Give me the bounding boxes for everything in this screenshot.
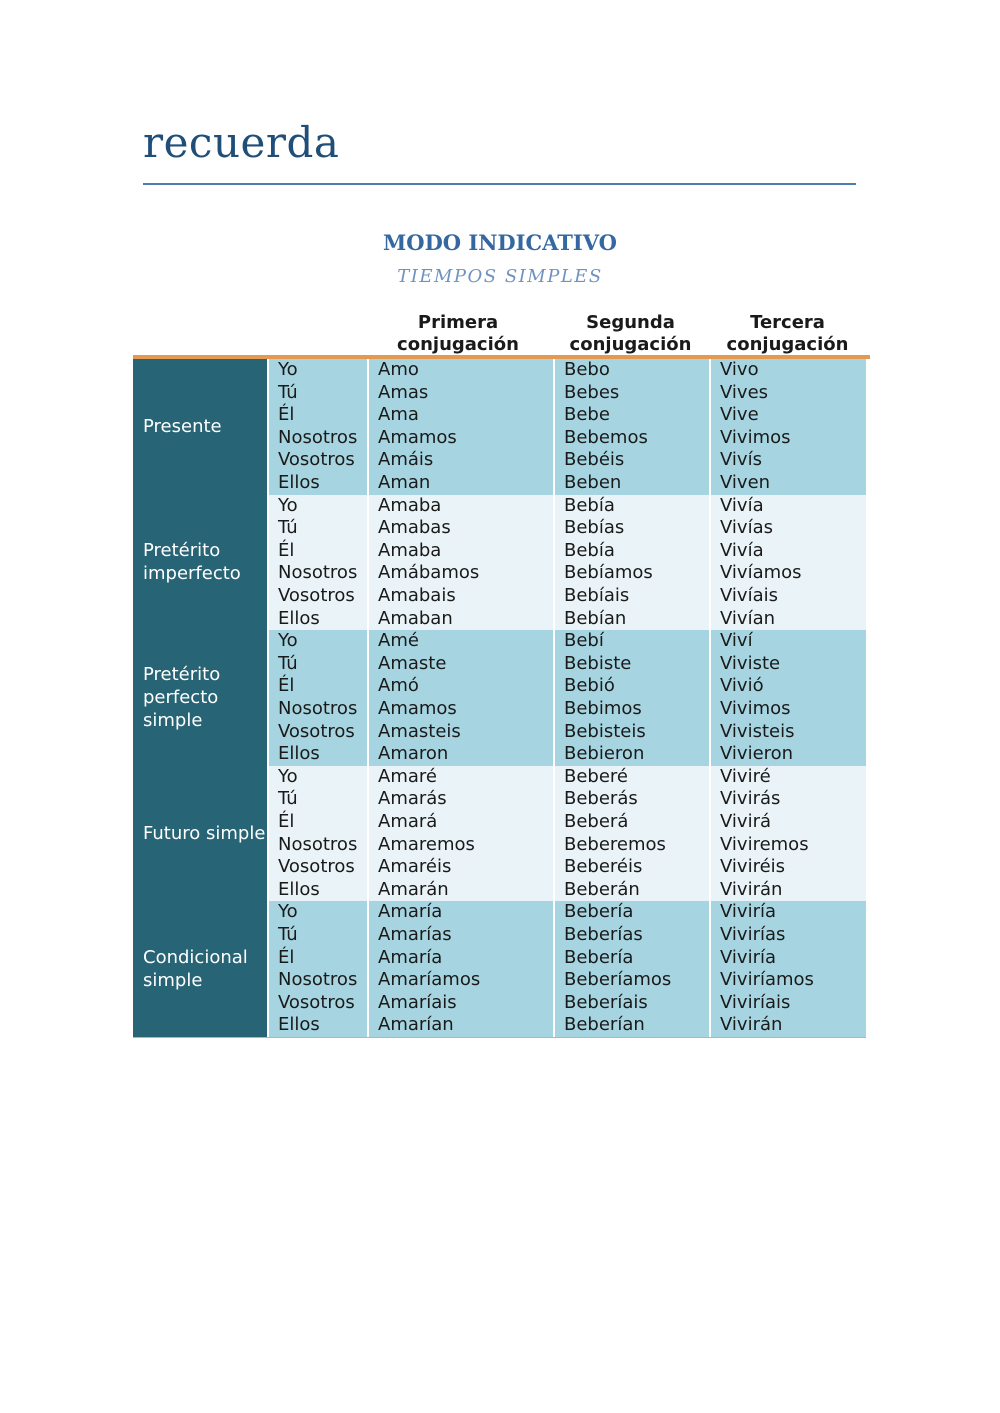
pronoun: Nosotros xyxy=(278,426,358,448)
verb-form: Vivía xyxy=(720,494,764,516)
pronoun: Vosotros xyxy=(278,449,355,471)
verb-form: Vivimos xyxy=(720,426,791,448)
conjugation-tercera-cell xyxy=(709,495,866,631)
verb-form: Amaste xyxy=(378,652,447,674)
pronoun: Vosotros xyxy=(278,856,355,878)
conjugation-primera-cell xyxy=(367,766,553,902)
verb-form: Vivirán xyxy=(720,1014,783,1036)
verb-form: Vivíamos xyxy=(720,562,802,584)
verb-form: Vivís xyxy=(720,449,762,471)
tense-row-group xyxy=(133,901,866,1037)
verb-form: Beberá xyxy=(564,810,629,832)
conjugation-primera-cell xyxy=(367,359,553,495)
section-subheading: TIEMPOS SIMPLES xyxy=(397,266,603,287)
pronoun: Yo xyxy=(278,494,298,516)
verb-form: Amarían xyxy=(378,1014,454,1036)
verb-form: Vivirás xyxy=(720,788,781,810)
verb-form: Viviría xyxy=(720,946,777,968)
verb-form: Aman xyxy=(378,471,431,493)
pronoun: Nosotros xyxy=(278,833,358,855)
tense-label: Futuro simple xyxy=(133,766,267,902)
verb-form: Beberemos xyxy=(564,833,666,855)
verb-form: Amaríais xyxy=(378,991,457,1013)
conjugation-tercera-cell xyxy=(709,766,866,902)
title-divider xyxy=(143,183,856,185)
verb-form: Bebió xyxy=(564,675,615,697)
verb-form: Beberéis xyxy=(564,856,643,878)
pronoun: Ellos xyxy=(278,607,320,629)
verb-form: Amaría xyxy=(378,901,443,923)
verb-form: Bebían xyxy=(564,607,627,629)
table-bottom-border xyxy=(133,1037,866,1038)
conjugation-segunda-cell xyxy=(553,901,709,1037)
verb-form: Vivirán xyxy=(720,878,783,900)
conjugation-segunda-cell xyxy=(553,630,709,766)
verb-form: Ama xyxy=(378,404,419,426)
tense-label: Condicional simple xyxy=(133,901,267,1037)
column-header-segunda: Segunda conjugación xyxy=(569,312,692,355)
pronoun: Tú xyxy=(278,788,298,810)
verb-form: Amó xyxy=(378,675,419,697)
verb-form: Amaban xyxy=(378,607,453,629)
pronoun: Nosotros xyxy=(278,697,358,719)
verb-form: Viven xyxy=(720,471,771,493)
verb-form: Amasteis xyxy=(378,720,461,742)
verb-form: Amaréis xyxy=(378,856,452,878)
verb-form: Vivió xyxy=(720,675,764,697)
verb-form: Amarán xyxy=(378,878,449,900)
conjugation-tercera-cell xyxy=(709,630,866,766)
pronoun: Nosotros xyxy=(278,562,358,584)
section-heading: MODO INDICATIVO xyxy=(383,230,617,255)
verb-form: Viví xyxy=(720,630,753,652)
verb-form: Beberé xyxy=(564,765,629,787)
column-header-primera: Primera conjugación xyxy=(397,312,519,355)
verb-form: Beberíais xyxy=(564,991,648,1013)
pronoun: Ellos xyxy=(278,743,320,765)
verb-form: Vivo xyxy=(720,359,759,380)
conjugation-segunda-cell xyxy=(553,359,709,495)
tense-label: Pretérito perfecto simple xyxy=(133,630,267,766)
verb-form: Amé xyxy=(378,630,419,652)
pronoun: Tú xyxy=(278,652,298,674)
verb-form: Bebiste xyxy=(564,652,632,674)
verb-form: Amaron xyxy=(378,743,449,765)
verb-form: Bebo xyxy=(564,359,610,380)
verb-form: Bebéis xyxy=(564,449,625,471)
pronoun: Tú xyxy=(278,517,298,539)
tense-row-group xyxy=(133,630,866,766)
pronoun-column-cell xyxy=(267,359,367,495)
verb-form: Amabas xyxy=(378,517,451,539)
verb-form: Bebías xyxy=(564,517,625,539)
page-title: recuerda xyxy=(143,118,340,167)
conjugation-segunda-cell xyxy=(553,766,709,902)
pronoun: Nosotros xyxy=(278,969,358,991)
conjugation-tercera-cell xyxy=(709,359,866,495)
verb-form: Viviríais xyxy=(720,991,791,1013)
pronoun: Ellos xyxy=(278,471,320,493)
verb-form: Amabais xyxy=(378,584,456,606)
tense-row-group xyxy=(133,495,866,631)
verb-form: Vivía xyxy=(720,539,764,561)
verb-form: Bebemos xyxy=(564,426,648,448)
verb-form: Viviste xyxy=(720,652,781,674)
verb-form: Bebes xyxy=(564,381,620,403)
pronoun: Él xyxy=(278,404,295,426)
pronoun: Ellos xyxy=(278,878,320,900)
verb-form: Vivisteis xyxy=(720,720,795,742)
verb-form: Bebería xyxy=(564,901,634,923)
pronoun: Vosotros xyxy=(278,991,355,1013)
verb-form: Bebíais xyxy=(564,584,630,606)
verb-form: Amáis xyxy=(378,449,434,471)
verb-form: Vivíais xyxy=(720,584,778,606)
verb-form: Bebería xyxy=(564,946,634,968)
verb-form: Beberían xyxy=(564,1014,645,1036)
pronoun: Yo xyxy=(278,901,298,923)
verb-form: Beben xyxy=(564,471,622,493)
pronoun: Él xyxy=(278,946,295,968)
verb-form: Amamos xyxy=(378,697,457,719)
verb-form: Viviría xyxy=(720,901,777,923)
pronoun: Tú xyxy=(278,923,298,945)
conjugation-primera-cell xyxy=(367,495,553,631)
verb-form: Amarás xyxy=(378,788,447,810)
pronoun: Ellos xyxy=(278,1014,320,1036)
verb-form: Amas xyxy=(378,381,429,403)
verb-form: Viviré xyxy=(720,765,771,787)
conjugation-primera-cell xyxy=(367,630,553,766)
pronoun: Vosotros xyxy=(278,584,355,606)
tense-label: Presente xyxy=(133,359,267,495)
pronoun: Él xyxy=(278,810,295,832)
pronoun-column-cell xyxy=(267,901,367,1037)
verb-form: Vivimos xyxy=(720,697,791,719)
verb-form: Vivías xyxy=(720,517,773,539)
verb-form: Beberás xyxy=(564,788,638,810)
verb-form: Vive xyxy=(720,404,759,426)
pronoun: Yo xyxy=(278,359,298,380)
verb-form: Bebí xyxy=(564,630,604,652)
pronoun: Él xyxy=(278,539,295,561)
pronoun: Yo xyxy=(278,630,298,652)
verb-form: Amarías xyxy=(378,923,452,945)
verb-form: Amaremos xyxy=(378,833,475,855)
verb-form: Vivirías xyxy=(720,923,786,945)
verb-form: Vivirá xyxy=(720,810,772,832)
verb-form: Amará xyxy=(378,810,438,832)
verb-form: Beberías xyxy=(564,923,643,945)
verb-form: Viviríamos xyxy=(720,969,814,991)
pronoun-column-cell xyxy=(267,766,367,902)
verb-form: Bebisteis xyxy=(564,720,646,742)
tense-label: Pretérito imperfecto xyxy=(133,495,267,631)
pronoun-column-cell xyxy=(267,495,367,631)
verb-form: Amamos xyxy=(378,426,457,448)
verb-form: Amaríamos xyxy=(378,969,481,991)
verb-form: Bebía xyxy=(564,494,615,516)
conjugation-primera-cell xyxy=(367,901,553,1037)
column-header-tercera: Tercera conjugación xyxy=(726,312,849,355)
verb-form: Amaré xyxy=(378,765,437,787)
pronoun: Tú xyxy=(278,381,298,403)
verb-form: Viviréis xyxy=(720,856,786,878)
tense-row-group xyxy=(133,359,866,495)
verb-form: Amaba xyxy=(378,494,442,516)
verb-form: Beberíamos xyxy=(564,969,672,991)
pronoun: Yo xyxy=(278,765,298,787)
conjugation-segunda-cell xyxy=(553,495,709,631)
verb-form: Amaba xyxy=(378,539,442,561)
verb-form: Viviremos xyxy=(720,833,809,855)
verb-form: Amábamos xyxy=(378,562,480,584)
pronoun-column-cell xyxy=(267,630,367,766)
pronoun: Él xyxy=(278,675,295,697)
verb-form: Amaría xyxy=(378,946,443,968)
tense-row-group xyxy=(133,766,866,902)
verb-form: Bebieron xyxy=(564,743,645,765)
verb-form: Bebíamos xyxy=(564,562,653,584)
verb-form: Vivían xyxy=(720,607,776,629)
verb-form: Amo xyxy=(378,359,419,380)
pronoun: Vosotros xyxy=(278,720,355,742)
verb-form: Bebía xyxy=(564,539,615,561)
verb-form: Bebimos xyxy=(564,697,642,719)
conjugation-tercera-cell xyxy=(709,901,866,1037)
conjugation-table xyxy=(133,359,866,1038)
verb-form: Vives xyxy=(720,381,769,403)
verb-form: Beberán xyxy=(564,878,640,900)
verb-form: Bebe xyxy=(564,404,610,426)
verb-form: Vivieron xyxy=(720,743,794,765)
